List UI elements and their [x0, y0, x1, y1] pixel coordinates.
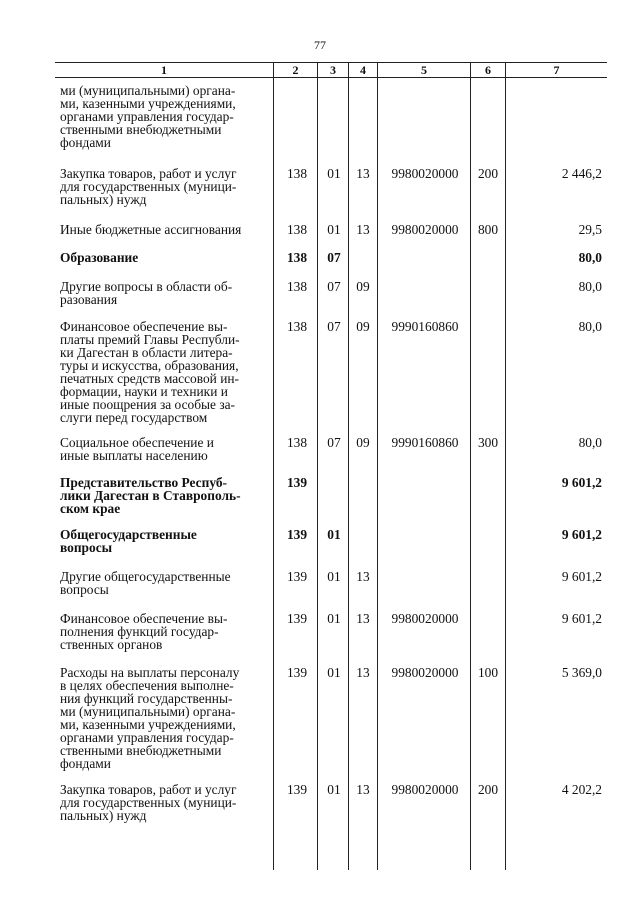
row-col-2: 139 [286, 475, 308, 490]
page-number: 77 [314, 38, 326, 52]
row-col-2: 139 [286, 665, 308, 680]
row-col-4: 13 [356, 166, 370, 181]
row-col-3: 01 [327, 527, 341, 542]
row-col-7: 2 446,2 [561, 166, 602, 181]
column-divider [377, 62, 378, 870]
row-name: ми (муниципальными) органа- ми, казенными учреждениями, органами управления государ- ственными внебюджетными фондами [60, 83, 236, 150]
row-name: Представительство Респуб- лики Дагестан в Ставрополь- ском крае [60, 475, 241, 516]
row-col-2: 139 [286, 527, 308, 542]
row-name: Общегосударственные вопросы [60, 527, 197, 555]
row-col-4: 13 [356, 611, 370, 626]
row-col-3: 01 [327, 569, 341, 584]
row-col-3: 07 [327, 435, 341, 450]
row-col-7: 9 601,2 [561, 611, 602, 626]
row-col-7: 9 601,2 [561, 527, 602, 542]
row-col-3: 07 [327, 279, 341, 294]
column-divider [470, 62, 471, 870]
row-col-5: 9980020000 [391, 222, 459, 237]
column-header-4: 4 [360, 63, 366, 77]
row-col-2: 138 [286, 279, 308, 294]
row-col-7: 9 601,2 [561, 569, 602, 584]
row-name: Финансовое обеспечение вы- полнения функций государ- ственных органов [60, 611, 228, 652]
column-divider [348, 62, 349, 870]
row-name: Социальное обеспечение и иные выплаты населению [60, 435, 214, 463]
row-col-3: 01 [327, 665, 341, 680]
row-col-3: 07 [327, 319, 341, 334]
row-col-4: 13 [356, 665, 370, 680]
row-col-2: 138 [286, 222, 308, 237]
column-header-3: 3 [330, 63, 336, 77]
row-col-6: 100 [477, 665, 499, 680]
column-header-6: 6 [485, 63, 491, 77]
row-name: Закупка товаров, работ и услуг для государственных (муници- пальных) нужд [60, 166, 237, 207]
row-name: Образование [60, 250, 139, 265]
row-name: Расходы на выплаты персоналу в целях обеспечения выполне- ния функций государственны- ми (муниципальными) органа- ми, казенными учреждениями, органами управления государ- ственными внебюджетными фондами [60, 665, 240, 771]
row-col-7: 80,0 [578, 250, 602, 265]
row-name: Иные бюджетные ассигнования [60, 222, 242, 237]
row-col-7: 4 202,2 [561, 782, 602, 797]
row-name: Другие вопросы в области об- разования [60, 279, 233, 307]
row-col-6: 800 [477, 222, 499, 237]
row-col-6: 300 [477, 435, 499, 450]
row-col-7: 29,5 [578, 222, 602, 237]
column-header-1: 1 [161, 63, 167, 77]
row-col-7: 80,0 [578, 279, 602, 294]
row-col-2: 139 [286, 782, 308, 797]
row-col-5: 9980020000 [391, 166, 459, 181]
column-divider [317, 62, 318, 870]
row-name: Финансовое обеспечение вы- платы премий Главы Республи- ки Дагестан в области литера- туры и искусства, образования, печатных средств массовой ин- формации, науки и техники и иные поощрения за особые за- слуги перед государством [60, 319, 240, 425]
row-col-3: 01 [327, 222, 341, 237]
row-col-3: 07 [327, 250, 341, 265]
column-divider [505, 62, 506, 870]
row-name: Закупка товаров, работ и услуг для государственных (муници- пальных) нужд [60, 782, 237, 823]
row-col-3: 01 [327, 166, 341, 181]
row-col-7: 80,0 [578, 435, 602, 450]
row-col-4: 09 [356, 319, 370, 334]
column-header-2: 2 [292, 63, 299, 77]
row-col-4: 13 [356, 782, 370, 797]
row-name: Другие общегосударственные вопросы [60, 569, 231, 597]
row-col-4: 13 [356, 569, 370, 584]
row-col-5: 9990160860 [391, 435, 459, 450]
row-col-2: 139 [286, 611, 308, 626]
row-col-2: 138 [286, 250, 308, 265]
row-col-6: 200 [477, 782, 499, 797]
row-col-3: 01 [327, 782, 341, 797]
row-col-2: 138 [286, 166, 308, 181]
row-col-6: 200 [477, 166, 499, 181]
column-divider [273, 62, 274, 870]
row-col-7: 9 601,2 [561, 475, 602, 490]
row-col-2: 138 [286, 435, 308, 450]
row-col-7: 80,0 [578, 319, 602, 334]
row-col-3: 01 [327, 611, 341, 626]
row-col-2: 139 [286, 569, 308, 584]
row-col-5: 9980020000 [391, 665, 459, 680]
row-col-2: 138 [286, 319, 308, 334]
row-col-5: 9980020000 [391, 611, 459, 626]
row-col-5: 9980020000 [391, 782, 459, 797]
column-header-7: 7 [553, 63, 560, 77]
row-col-4: 13 [356, 222, 370, 237]
column-header-5: 5 [421, 63, 427, 77]
row-col-4: 09 [356, 279, 370, 294]
row-col-5: 9990160860 [391, 319, 459, 334]
row-col-4: 09 [356, 435, 370, 450]
row-col-7: 5 369,0 [561, 665, 602, 680]
